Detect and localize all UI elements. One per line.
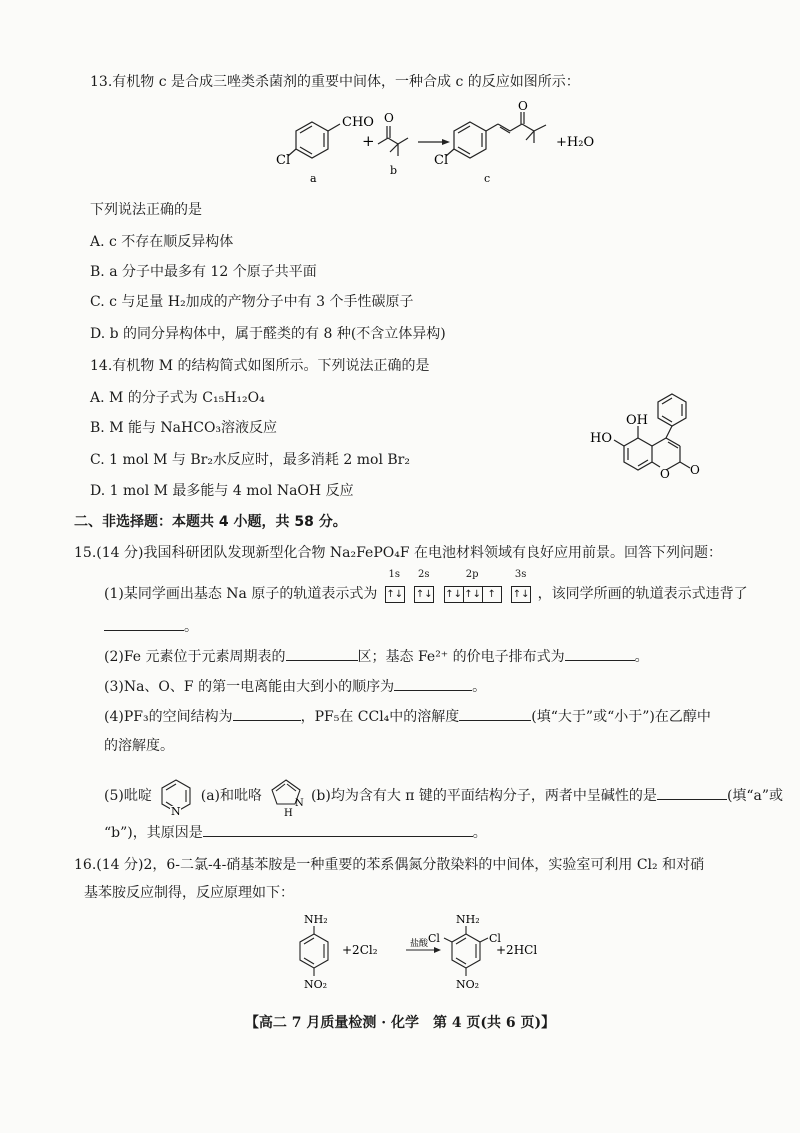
q13-stem: 13.有机物 c 是合成三唑类杀菌剂的重要中间体，一种合成 c 的反应如图所示： [90,74,580,90]
svg-text:N: N [295,798,305,809]
svg-text:NO₂: NO₂ [304,978,328,991]
q14-option-a[interactable]: A. M 的分子式为 C₁₅H₁₂O₄ [90,390,265,406]
q15-p5-blank2[interactable] [203,822,473,837]
q13-label-a: a [310,172,317,185]
q14-option-b[interactable]: B. M 能与 NaHCO₃溶液反应 [90,420,278,436]
q14-option-c[interactable]: C. 1 mol M 与 Br₂水反应时，最多消耗 2 mol Br₂ [90,452,410,468]
q14-carbonyl-o: O [690,463,700,477]
svg-text:Cl: Cl [428,932,440,945]
q13-label-c: c [484,172,491,185]
q16-stem-2: 基苯胺反应制得，反应原理如下： [84,885,294,901]
q13-option-c[interactable]: C. c 与足量 H₂加成的产物分子中有 3 个手性碳原子 [90,294,414,310]
q13-o-b: O [384,111,394,125]
q15-p2-blank2[interactable] [565,646,635,661]
orbital-3s: 3s ↑↓ [511,584,530,604]
q15-p4-blank2[interactable] [459,706,531,721]
q13-plus: + [362,132,375,150]
q14-stem: 14.有机物 M 的结构简式如图所示。下列说法正确的是 [90,358,430,374]
svg-text:H: H [284,808,294,816]
q16-reaction-scheme [286,908,546,996]
q13-cho-label: CHO [342,115,374,130]
svg-text:+2HCl: +2HCl [496,943,538,957]
q15-p2-blank1[interactable] [286,646,358,661]
q15-p1-text: (1)某同学画出基态 Na 原子的轨道表示式为 [104,586,378,602]
q14-ring-o: O [660,467,670,481]
q15-p4-blank1[interactable] [233,706,301,721]
pyrrole-structure [266,776,306,816]
q13-option-b[interactable]: B. a 分子中最多有 12 个原子共平面 [90,264,317,280]
q13-o-c: O [518,100,528,113]
q14-structure-m [580,382,730,482]
svg-text:+2Cl₂: +2Cl₂ [342,943,378,957]
q15-p3-blank[interactable] [394,676,472,691]
svg-text:NO₂: NO₂ [456,978,480,991]
orbital-2s: 2s ↑↓ [414,584,433,604]
q15-part5: (5)吡啶 N (a)和吡咯 N H (b)均为含有大 π 键的平面结构分子，两者中呈碱性的是 (填“a”或 [104,776,783,816]
q13-byproduct: +H₂O [556,135,595,150]
q14-oh-label: OH [626,413,648,428]
q15-part2: (2)Fe 元素位于元素周期表的 区；基态 Fe²⁺ 的价电子排布式为 。 [104,646,649,667]
q16-stem-1: 16.(14 分)2，6-二氯-4-硝基苯胺是一种重要的苯系偶氮分散染料的中间体，实验室可利用 Cl₂ 和对硝 [74,857,705,873]
q15-stem: 15.(14 分)我国科研团队发现新型化合物 Na₂FePO₄F 在电池材料领域有良好应用前景。回答下列问题： [74,545,723,561]
q13-label-b: b [390,164,398,177]
q13-option-d[interactable]: D. b 的同分异构体中，属于醛类的有 8 种(不含立体异构) [90,326,446,342]
svg-text:盐酸: 盐酸 [410,939,429,949]
q13-prompt: 下列说法正确的是 [90,202,202,218]
q15-part5-cont: “b”)，其原因是 。 [104,822,487,843]
q15-part4-cont: 的溶解度。 [104,738,174,754]
orbital-2p: 2p ↑↓ ↑↓ ↑ [444,584,501,604]
q15-p1-blank[interactable] [104,616,184,631]
q13-cl-c: Cl [434,153,449,168]
pyridine-structure [156,776,196,816]
q15-p1-post: ，该同学所画的轨道表示式违背了 [537,586,748,602]
q15-p5-blank1[interactable] [657,785,727,800]
q15-part1 [104,569,748,604]
q13-cl-a: Cl [276,153,291,168]
svg-text:N: N [171,805,181,816]
svg-text:Cl: Cl [489,932,501,945]
q13-option-a[interactable]: A. c 不存在顺反异构体 [90,234,234,250]
svg-text:NH₂: NH₂ [456,913,480,926]
page-footer: 【高二 7 月质量检测 · 化学 第 4 页(共 6 页)】 [244,1015,556,1031]
svg-text:NH₂: NH₂ [304,913,328,926]
orbital-1s: 1s ↑↓ [385,584,404,604]
q15-part3: (3)Na、O、F 的第一电离能由大到小的顺序为 。 [104,676,486,697]
q14-ho-label: HO [590,431,612,446]
q15-part1-answer: 。 [104,616,198,637]
section-title: 二、非选择题：本题共 4 小题，共 58 分。 [74,514,347,530]
q15-part4: (4)PF₃的空间结构为 ，PF₅在 CCl₄中的溶解度 (填“大于”或“小于”)在乙醇中 [104,706,711,727]
q14-option-d[interactable]: D. 1 mol M 最多能与 4 mol NaOH 反应 [90,483,354,499]
q13-reaction-scheme [270,100,610,186]
